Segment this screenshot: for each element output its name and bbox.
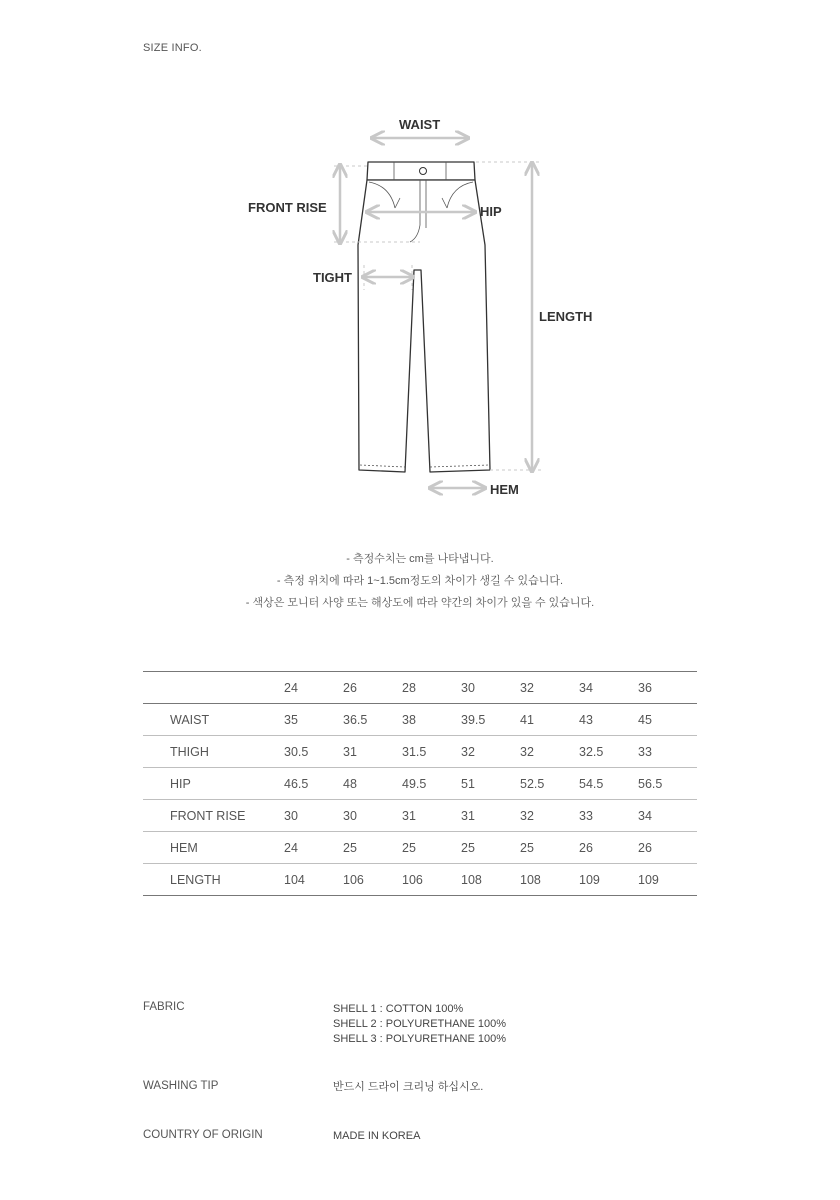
table-cell: 30.5 [284,744,309,759]
table-cell: 45 [638,712,652,727]
hip-label: HIP [480,204,502,219]
table-cell: 33 [638,744,652,759]
row-label: FRONT RISE [170,808,246,823]
table-cell: 26 [638,840,652,855]
table-cell: 25 [461,840,475,855]
size-header-cell: 30 [461,680,475,695]
table-cell: 25 [402,840,416,855]
table-cell: 32 [461,744,475,759]
row-label: HEM [170,840,198,855]
row-label: THIGH [170,744,209,759]
table-cell: 31 [461,808,475,823]
table-row [143,704,697,736]
table-row [143,800,697,832]
table-cell: 35 [284,712,298,727]
table-row [143,832,697,864]
fabric-line: SHELL 1 : COTTON 100% [333,1003,464,1015]
table-cell: 32 [520,744,534,759]
fabric-line: SHELL 2 : POLYURETHANE 100% [333,1018,507,1030]
table-cell: 26 [579,840,593,855]
table-cell: 51 [461,776,475,791]
table-cell: 36.5 [343,712,368,727]
size-header-cell: 32 [520,680,534,695]
row-label: WAIST [170,712,210,727]
size-header-row [143,672,697,704]
table-row [143,768,697,800]
pants-body [358,180,490,472]
table-cell: 108 [520,872,541,887]
origin-value: MADE IN KOREA [333,1130,421,1142]
table-cell: 49.5 [402,776,427,791]
length-label: LENGTH [539,309,593,324]
size-header-cell: 36 [638,680,652,695]
table-cell: 46.5 [284,776,309,791]
size-header-cell: 24 [284,680,298,695]
table-row [143,736,697,768]
table-cell: 52.5 [520,776,545,791]
table-cell: 109 [579,872,600,887]
front-rise-label: FRONT RISE [248,200,327,215]
table-cell: 38 [402,712,416,727]
table-cell: 32.5 [579,744,604,759]
table-cell: 56.5 [638,776,663,791]
section-title: SIZE INFO. [143,42,202,54]
row-label: HIP [170,776,191,791]
table-cell: 24 [284,840,298,855]
table-cell: 30 [284,808,298,823]
size-table [143,671,697,896]
table-cell: 106 [343,872,364,887]
table-cell: 39.5 [461,712,486,727]
table-cell: 30 [343,808,357,823]
fabric-line: SHELL 3 : POLYURETHANE 100% [333,1033,507,1045]
pants-illustration [0,100,840,520]
table-cell: 104 [284,872,305,887]
fabric-value [333,1002,506,1047]
size-header-cell: 26 [343,680,357,695]
fabric-label: FABRIC [143,1001,185,1013]
header-empty-cell [143,672,284,704]
table-cell: 109 [638,872,659,887]
washing-tip-label: WASHING TIP [143,1080,219,1092]
table-cell: 31 [402,808,416,823]
size-header-cell: 34 [579,680,593,695]
size-diagram [0,100,840,520]
table-cell: 106 [402,872,423,887]
note-line: - 측정 위치에 따라 1~1.5cm정도의 차이가 생길 수 있습니다. [276,575,564,587]
waist-label: WAIST [399,117,441,132]
table-cell: 41 [520,712,534,727]
note-line: - 측정수치는 cm를 나타냅니다. [346,553,494,565]
table-cell: 25 [520,840,534,855]
table-row [143,864,697,896]
note-line: - 색상은 모니터 사양 또는 해상도에 따라 약간의 차이가 있을 수 있습니다. [245,597,595,609]
table-cell: 31.5 [402,744,427,759]
table-cell: 48 [343,776,357,791]
table-cell: 54.5 [579,776,604,791]
washing-tip-value: 반드시 드라이 크리닝 하십시오. [333,1081,484,1093]
table-cell: 33 [579,808,593,823]
origin-label: COUNTRY OF ORIGIN [143,1129,263,1141]
size-header-cell: 28 [402,680,416,695]
table-cell: 43 [579,712,593,727]
table-cell: 34 [638,808,652,823]
measurement-notes [0,548,840,614]
hem-label: HEM [490,482,519,497]
table-cell: 25 [343,840,357,855]
row-label: LENGTH [170,872,221,887]
tight-label: TIGHT [313,270,352,285]
table-cell: 31 [343,744,357,759]
table-cell: 108 [461,872,482,887]
table-cell: 32 [520,808,534,823]
